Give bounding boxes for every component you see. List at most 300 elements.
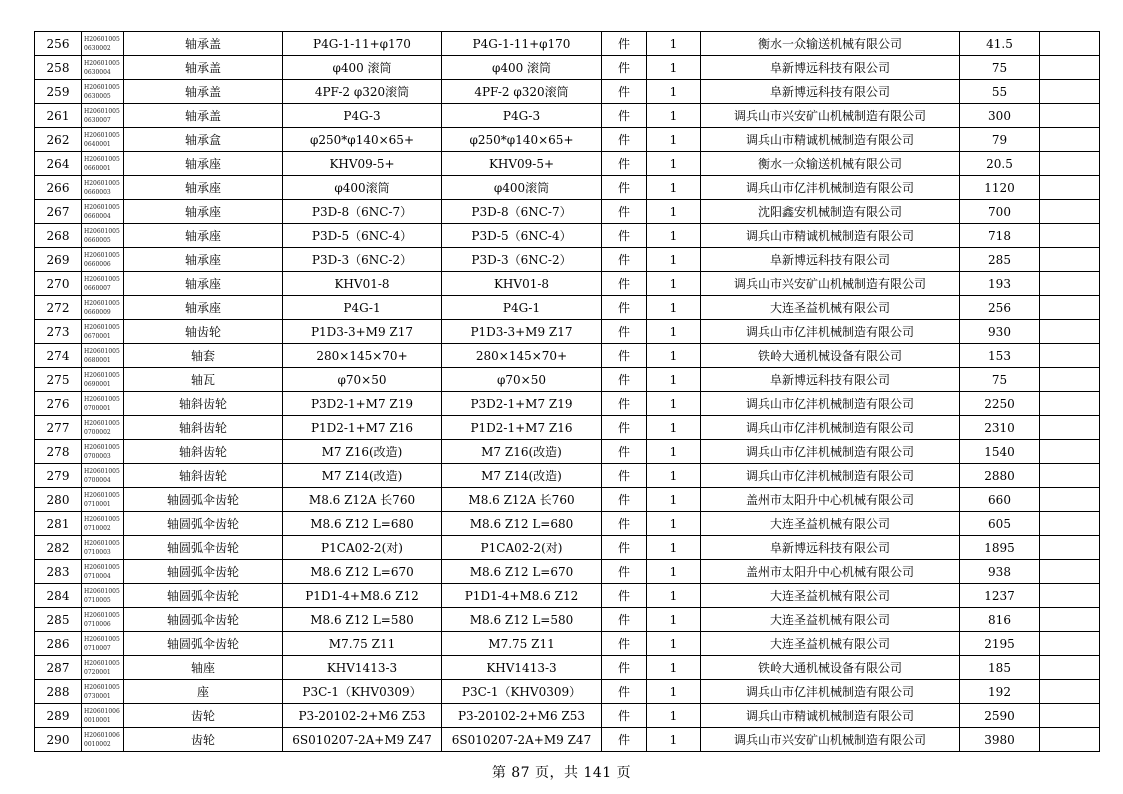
price-cell: 75 bbox=[960, 56, 1040, 80]
spec-cell: KHV01-8 bbox=[283, 272, 442, 296]
item-name-cell: 轴承盖 bbox=[124, 56, 283, 80]
quantity-cell: 1 bbox=[647, 248, 701, 272]
material-code-prefix: H20601005 bbox=[84, 275, 120, 283]
material-code-cell bbox=[82, 512, 124, 536]
row-number-cell: 289 bbox=[35, 704, 82, 728]
note-cell bbox=[1040, 248, 1100, 272]
quantity-cell: 1 bbox=[647, 128, 701, 152]
item-name-cell: 轴齿轮 bbox=[124, 320, 283, 344]
unit-cell: 件 bbox=[602, 560, 647, 584]
spec-cell: M7 Z16(改造) bbox=[283, 440, 442, 464]
supplier-cell: 调兵山市亿沣机械制造有限公司 bbox=[701, 392, 960, 416]
material-code-cell bbox=[82, 104, 124, 128]
material-code-suffix: 0660007 bbox=[84, 284, 111, 292]
supplier-cell: 调兵山市精诚机械制造有限公司 bbox=[701, 704, 960, 728]
table-row bbox=[35, 176, 1100, 200]
price-cell: 256 bbox=[960, 296, 1040, 320]
row-number-cell: 285 bbox=[35, 608, 82, 632]
row-number-cell: 278 bbox=[35, 440, 82, 464]
material-code-prefix: H20601005 bbox=[84, 179, 120, 187]
item-name-cell: 轴承座 bbox=[124, 248, 283, 272]
price-cell: 2590 bbox=[960, 704, 1040, 728]
model-cell: P3C-1（KHV0309） bbox=[442, 680, 602, 704]
unit-cell: 件 bbox=[602, 704, 647, 728]
supplier-cell: 阜新博远科技有限公司 bbox=[701, 536, 960, 560]
supplier-cell: 调兵山市兴安矿山机械制造有限公司 bbox=[701, 104, 960, 128]
item-name-cell: 轴承座 bbox=[124, 296, 283, 320]
table-row bbox=[35, 680, 1100, 704]
row-number-cell: 283 bbox=[35, 560, 82, 584]
material-code-cell bbox=[82, 392, 124, 416]
item-name-cell: 轴圆弧伞齿轮 bbox=[124, 488, 283, 512]
unit-cell: 件 bbox=[602, 608, 647, 632]
material-code-suffix: 0700002 bbox=[84, 428, 111, 436]
quantity-cell: 1 bbox=[647, 560, 701, 584]
item-name-cell: 轴套 bbox=[124, 344, 283, 368]
price-cell: 605 bbox=[960, 512, 1040, 536]
model-cell: P4G-1 bbox=[442, 296, 602, 320]
supplier-cell: 阜新博远科技有限公司 bbox=[701, 368, 960, 392]
row-number-cell: 282 bbox=[35, 536, 82, 560]
supplier-cell: 沈阳鑫安机械制造有限公司 bbox=[701, 200, 960, 224]
quantity-cell: 1 bbox=[647, 440, 701, 464]
item-name-cell: 轴承盖 bbox=[124, 104, 283, 128]
supplier-cell: 大连圣益机械有限公司 bbox=[701, 584, 960, 608]
note-cell bbox=[1040, 368, 1100, 392]
quantity-cell: 1 bbox=[647, 56, 701, 80]
row-number-cell: 266 bbox=[35, 176, 82, 200]
unit-cell: 件 bbox=[602, 128, 647, 152]
model-cell: P4G-3 bbox=[442, 104, 602, 128]
quantity-cell: 1 bbox=[647, 176, 701, 200]
table-row bbox=[35, 392, 1100, 416]
item-name-cell: 轴承座 bbox=[124, 224, 283, 248]
row-number-cell: 259 bbox=[35, 80, 82, 104]
note-cell bbox=[1040, 392, 1100, 416]
unit-cell: 件 bbox=[602, 200, 647, 224]
price-cell: 816 bbox=[960, 608, 1040, 632]
row-number-cell: 273 bbox=[35, 320, 82, 344]
quantity-cell: 1 bbox=[647, 680, 701, 704]
material-code-prefix: H20601005 bbox=[84, 587, 120, 595]
unit-cell: 件 bbox=[602, 488, 647, 512]
model-cell: P3D-3（6NC-2） bbox=[442, 248, 602, 272]
supplier-cell: 盖州市太阳升中心机械有限公司 bbox=[701, 488, 960, 512]
quantity-cell: 1 bbox=[647, 728, 701, 752]
unit-cell: 件 bbox=[602, 416, 647, 440]
material-code-cell bbox=[82, 128, 124, 152]
note-cell bbox=[1040, 176, 1100, 200]
material-code-cell bbox=[82, 200, 124, 224]
unit-cell: 件 bbox=[602, 392, 647, 416]
material-code-prefix: H20601005 bbox=[84, 491, 120, 499]
row-number-cell: 267 bbox=[35, 200, 82, 224]
price-cell: 192 bbox=[960, 680, 1040, 704]
spec-cell: M7.75 Z11 bbox=[283, 632, 442, 656]
material-code-cell bbox=[82, 464, 124, 488]
table-row bbox=[35, 560, 1100, 584]
spec-cell: P3-20102-2+M6 Z53 bbox=[283, 704, 442, 728]
model-cell: φ400 滚筒 bbox=[442, 56, 602, 80]
unit-cell: 件 bbox=[602, 536, 647, 560]
material-code-suffix: 0720001 bbox=[84, 668, 111, 676]
supplier-cell: 衡水一众输送机械有限公司 bbox=[701, 32, 960, 56]
material-code-suffix: 0690001 bbox=[84, 380, 111, 388]
price-cell: 1120 bbox=[960, 176, 1040, 200]
row-number-cell: 264 bbox=[35, 152, 82, 176]
material-code-cell bbox=[82, 560, 124, 584]
quantity-cell: 1 bbox=[647, 344, 701, 368]
note-cell bbox=[1040, 656, 1100, 680]
unit-cell: 件 bbox=[602, 296, 647, 320]
price-cell: 930 bbox=[960, 320, 1040, 344]
model-cell: 6S010207-2A+M9 Z47 bbox=[442, 728, 602, 752]
price-cell: 2195 bbox=[960, 632, 1040, 656]
row-number-cell: 258 bbox=[35, 56, 82, 80]
supplier-cell: 调兵山市亿沣机械制造有限公司 bbox=[701, 464, 960, 488]
row-number-cell: 272 bbox=[35, 296, 82, 320]
row-number-cell: 261 bbox=[35, 104, 82, 128]
spec-cell: P4G-1 bbox=[283, 296, 442, 320]
spec-cell: φ70×50 bbox=[283, 368, 442, 392]
material-code-prefix: H20601005 bbox=[84, 467, 120, 475]
supplier-cell: 铁岭大通机械设备有限公司 bbox=[701, 656, 960, 680]
spec-cell: M8.6 Z12 L=680 bbox=[283, 512, 442, 536]
price-cell: 3980 bbox=[960, 728, 1040, 752]
model-cell: P1D1-4+M8.6 Z12 bbox=[442, 584, 602, 608]
row-number-cell: 274 bbox=[35, 344, 82, 368]
model-cell: P3D-8（6NC-7） bbox=[442, 200, 602, 224]
item-name-cell: 轴座 bbox=[124, 656, 283, 680]
item-name-cell: 轴圆弧伞齿轮 bbox=[124, 632, 283, 656]
unit-cell: 件 bbox=[602, 464, 647, 488]
model-cell: M7.75 Z11 bbox=[442, 632, 602, 656]
item-name-cell: 轴圆弧伞齿轮 bbox=[124, 608, 283, 632]
price-cell: 718 bbox=[960, 224, 1040, 248]
unit-cell: 件 bbox=[602, 152, 647, 176]
note-cell bbox=[1040, 512, 1100, 536]
spec-cell: M7 Z14(改造) bbox=[283, 464, 442, 488]
spec-cell: P3D-3（6NC-2） bbox=[283, 248, 442, 272]
unit-cell: 件 bbox=[602, 56, 647, 80]
item-name-cell: 轴斜齿轮 bbox=[124, 440, 283, 464]
material-code-suffix: 0710004 bbox=[84, 572, 111, 580]
item-name-cell: 齿轮 bbox=[124, 704, 283, 728]
price-cell: 153 bbox=[960, 344, 1040, 368]
material-code-prefix: H20601005 bbox=[84, 659, 120, 667]
price-cell: 193 bbox=[960, 272, 1040, 296]
material-code-suffix: 0660003 bbox=[84, 188, 111, 196]
table-row bbox=[35, 104, 1100, 128]
material-code-prefix: H20601005 bbox=[84, 419, 120, 427]
unit-cell: 件 bbox=[602, 512, 647, 536]
supplier-cell: 调兵山市亿沣机械制造有限公司 bbox=[701, 176, 960, 200]
model-cell: M7 Z16(改造) bbox=[442, 440, 602, 464]
spec-cell: P4G-1-11+φ170 bbox=[283, 32, 442, 56]
row-number-cell: 269 bbox=[35, 248, 82, 272]
material-code-prefix: H20601005 bbox=[84, 371, 120, 379]
item-name-cell: 轴圆弧伞齿轮 bbox=[124, 536, 283, 560]
supplier-cell: 阜新博远科技有限公司 bbox=[701, 248, 960, 272]
item-name-cell: 轴承盒 bbox=[124, 128, 283, 152]
material-code-suffix: 0630004 bbox=[84, 68, 111, 76]
item-name-cell: 轴承盖 bbox=[124, 80, 283, 104]
model-cell: P1D2-1+M7 Z16 bbox=[442, 416, 602, 440]
material-code-cell bbox=[82, 32, 124, 56]
material-code-prefix: H20601005 bbox=[84, 107, 120, 115]
price-cell: 938 bbox=[960, 560, 1040, 584]
material-code-prefix: H20601005 bbox=[84, 299, 120, 307]
quantity-cell: 1 bbox=[647, 104, 701, 128]
material-code-cell bbox=[82, 152, 124, 176]
material-code-suffix: 0660009 bbox=[84, 308, 111, 316]
item-name-cell: 轴瓦 bbox=[124, 368, 283, 392]
item-name-cell: 座 bbox=[124, 680, 283, 704]
quantity-cell: 1 bbox=[647, 320, 701, 344]
material-code-cell bbox=[82, 176, 124, 200]
table-row bbox=[35, 224, 1100, 248]
table-row bbox=[35, 416, 1100, 440]
table-row bbox=[35, 728, 1100, 752]
page-footer: 第 87 页，共 141 页 bbox=[491, 765, 632, 781]
spec-cell: 6S010207-2A+M9 Z47 bbox=[283, 728, 442, 752]
quantity-cell: 1 bbox=[647, 392, 701, 416]
note-cell bbox=[1040, 488, 1100, 512]
unit-cell: 件 bbox=[602, 80, 647, 104]
model-cell: M8.6 Z12 L=670 bbox=[442, 560, 602, 584]
material-code-prefix: H20601006 bbox=[84, 707, 120, 715]
quantity-cell: 1 bbox=[647, 536, 701, 560]
row-number-cell: 281 bbox=[35, 512, 82, 536]
model-cell: KHV09-5+ bbox=[442, 152, 602, 176]
table-row bbox=[35, 512, 1100, 536]
table-row bbox=[35, 344, 1100, 368]
spec-cell: P3C-1（KHV0309） bbox=[283, 680, 442, 704]
material-code-cell bbox=[82, 80, 124, 104]
material-code-suffix: 0660005 bbox=[84, 236, 111, 244]
price-cell: 285 bbox=[960, 248, 1040, 272]
material-code-cell bbox=[82, 680, 124, 704]
unit-cell: 件 bbox=[602, 224, 647, 248]
spec-cell: P4G-3 bbox=[283, 104, 442, 128]
material-code-cell bbox=[82, 224, 124, 248]
spec-cell: M8.6 Z12A 长760 bbox=[283, 488, 442, 512]
material-code-cell bbox=[82, 536, 124, 560]
row-number-cell: 287 bbox=[35, 656, 82, 680]
item-name-cell: 齿轮 bbox=[124, 728, 283, 752]
model-cell: P3D2-1+M7 Z19 bbox=[442, 392, 602, 416]
note-cell bbox=[1040, 32, 1100, 56]
material-code-suffix: 0640001 bbox=[84, 140, 111, 148]
price-cell: 185 bbox=[960, 656, 1040, 680]
material-code-cell bbox=[82, 656, 124, 680]
material-code-suffix: 0700004 bbox=[84, 476, 111, 484]
quantity-cell: 1 bbox=[647, 608, 701, 632]
unit-cell: 件 bbox=[602, 440, 647, 464]
model-cell: 4PF-2 φ320滚筒 bbox=[442, 80, 602, 104]
unit-cell: 件 bbox=[602, 32, 647, 56]
material-code-suffix: 0710002 bbox=[84, 524, 111, 532]
note-cell bbox=[1040, 128, 1100, 152]
supplier-cell: 调兵山市亿沣机械制造有限公司 bbox=[701, 440, 960, 464]
material-code-cell bbox=[82, 56, 124, 80]
quantity-cell: 1 bbox=[647, 32, 701, 56]
quantity-cell: 1 bbox=[647, 488, 701, 512]
material-code-prefix: H20601005 bbox=[84, 83, 120, 91]
parts-table bbox=[34, 31, 1100, 752]
material-code-cell bbox=[82, 296, 124, 320]
material-code-cell bbox=[82, 632, 124, 656]
row-number-cell: 290 bbox=[35, 728, 82, 752]
unit-cell: 件 bbox=[602, 680, 647, 704]
table-row bbox=[35, 632, 1100, 656]
item-name-cell: 轴承盖 bbox=[124, 32, 283, 56]
item-name-cell: 轴承座 bbox=[124, 272, 283, 296]
note-cell bbox=[1040, 632, 1100, 656]
table-row bbox=[35, 440, 1100, 464]
unit-cell: 件 bbox=[602, 656, 647, 680]
material-code-suffix: 0630007 bbox=[84, 116, 111, 124]
material-code-prefix: H20601005 bbox=[84, 203, 120, 211]
table-row bbox=[35, 536, 1100, 560]
material-code-suffix: 0660004 bbox=[84, 212, 111, 220]
note-cell bbox=[1040, 296, 1100, 320]
quantity-cell: 1 bbox=[647, 464, 701, 488]
material-code-suffix: 0700003 bbox=[84, 452, 111, 460]
item-name-cell: 轴斜齿轮 bbox=[124, 416, 283, 440]
note-cell bbox=[1040, 560, 1100, 584]
row-number-cell: 276 bbox=[35, 392, 82, 416]
spec-cell: P1D3-3+M9 Z17 bbox=[283, 320, 442, 344]
table-row bbox=[35, 152, 1100, 176]
row-number-cell: 284 bbox=[35, 584, 82, 608]
item-name-cell: 轴承座 bbox=[124, 152, 283, 176]
quantity-cell: 1 bbox=[647, 704, 701, 728]
material-code-prefix: H20601005 bbox=[84, 35, 120, 43]
note-cell bbox=[1040, 584, 1100, 608]
material-code-prefix: H20601005 bbox=[84, 131, 120, 139]
row-number-cell: 277 bbox=[35, 416, 82, 440]
material-code-cell bbox=[82, 584, 124, 608]
row-number-cell: 279 bbox=[35, 464, 82, 488]
material-code-suffix: 0660006 bbox=[84, 260, 111, 268]
material-code-prefix: H20601005 bbox=[84, 563, 120, 571]
note-cell bbox=[1040, 152, 1100, 176]
unit-cell: 件 bbox=[602, 632, 647, 656]
item-name-cell: 轴圆弧伞齿轮 bbox=[124, 560, 283, 584]
material-code-prefix: H20601005 bbox=[84, 395, 120, 403]
spec-cell: P1CA02-2(对) bbox=[283, 536, 442, 560]
model-cell: KHV1413-3 bbox=[442, 656, 602, 680]
material-code-suffix: 0710005 bbox=[84, 596, 111, 604]
note-cell bbox=[1040, 272, 1100, 296]
material-code-prefix: H20601005 bbox=[84, 59, 120, 67]
model-cell: P3D-5（6NC-4） bbox=[442, 224, 602, 248]
table-row bbox=[35, 320, 1100, 344]
item-name-cell: 轴圆弧伞齿轮 bbox=[124, 512, 283, 536]
row-number-cell: 280 bbox=[35, 488, 82, 512]
material-code-prefix: H20601005 bbox=[84, 683, 120, 691]
material-code-suffix: 0630002 bbox=[84, 44, 111, 52]
material-code-prefix: H20601006 bbox=[84, 731, 120, 739]
supplier-cell: 阜新博远科技有限公司 bbox=[701, 80, 960, 104]
material-code-prefix: H20601005 bbox=[84, 539, 120, 547]
material-code-cell bbox=[82, 608, 124, 632]
material-code-cell bbox=[82, 272, 124, 296]
note-cell bbox=[1040, 440, 1100, 464]
spec-cell: KHV1413-3 bbox=[283, 656, 442, 680]
item-name-cell: 轴斜齿轮 bbox=[124, 392, 283, 416]
material-code-suffix: 0710007 bbox=[84, 644, 111, 652]
model-cell: KHV01-8 bbox=[442, 272, 602, 296]
price-cell: 660 bbox=[960, 488, 1040, 512]
row-number-cell: 288 bbox=[35, 680, 82, 704]
spec-cell: P1D1-4+M8.6 Z12 bbox=[283, 584, 442, 608]
note-cell bbox=[1040, 704, 1100, 728]
row-number-cell: 256 bbox=[35, 32, 82, 56]
unit-cell: 件 bbox=[602, 176, 647, 200]
material-code-cell bbox=[82, 440, 124, 464]
material-code-cell bbox=[82, 248, 124, 272]
material-code-cell bbox=[82, 704, 124, 728]
table-row bbox=[35, 200, 1100, 224]
material-code-prefix: H20601005 bbox=[84, 635, 120, 643]
supplier-cell: 调兵山市精诚机械制造有限公司 bbox=[701, 128, 960, 152]
model-cell: M7 Z14(改造) bbox=[442, 464, 602, 488]
spec-cell: 280×145×70+ bbox=[283, 344, 442, 368]
note-cell bbox=[1040, 56, 1100, 80]
supplier-cell: 调兵山市亿沣机械制造有限公司 bbox=[701, 680, 960, 704]
quantity-cell: 1 bbox=[647, 512, 701, 536]
supplier-cell: 调兵山市亿沣机械制造有限公司 bbox=[701, 320, 960, 344]
material-code-prefix: H20601005 bbox=[84, 227, 120, 235]
spec-cell: M8.6 Z12 L=580 bbox=[283, 608, 442, 632]
row-number-cell: 270 bbox=[35, 272, 82, 296]
quantity-cell: 1 bbox=[647, 368, 701, 392]
spec-cell: φ400 滚筒 bbox=[283, 56, 442, 80]
unit-cell: 件 bbox=[602, 728, 647, 752]
unit-cell: 件 bbox=[602, 344, 647, 368]
supplier-cell: 大连圣益机械有限公司 bbox=[701, 608, 960, 632]
supplier-cell: 阜新博远科技有限公司 bbox=[701, 56, 960, 80]
material-code-suffix: 0680001 bbox=[84, 356, 111, 364]
quantity-cell: 1 bbox=[647, 584, 701, 608]
price-cell: 79 bbox=[960, 128, 1040, 152]
supplier-cell: 大连圣益机械有限公司 bbox=[701, 296, 960, 320]
supplier-cell: 盖州市太阳升中心机械有限公司 bbox=[701, 560, 960, 584]
quantity-cell: 1 bbox=[647, 152, 701, 176]
supplier-cell: 调兵山市兴安矿山机械制造有限公司 bbox=[701, 272, 960, 296]
price-cell: 1237 bbox=[960, 584, 1040, 608]
price-cell: 1895 bbox=[960, 536, 1040, 560]
material-code-suffix: 0730001 bbox=[84, 692, 111, 700]
model-cell: M8.6 Z12 L=680 bbox=[442, 512, 602, 536]
table-row bbox=[35, 56, 1100, 80]
supplier-cell: 大连圣益机械有限公司 bbox=[701, 512, 960, 536]
material-code-cell bbox=[82, 344, 124, 368]
note-cell bbox=[1040, 728, 1100, 752]
note-cell bbox=[1040, 200, 1100, 224]
quantity-cell: 1 bbox=[647, 416, 701, 440]
material-code-prefix: H20601005 bbox=[84, 347, 120, 355]
supplier-cell: 调兵山市精诚机械制造有限公司 bbox=[701, 224, 960, 248]
material-code-cell bbox=[82, 416, 124, 440]
note-cell bbox=[1040, 536, 1100, 560]
material-code-suffix: 0670001 bbox=[84, 332, 111, 340]
row-number-cell: 286 bbox=[35, 632, 82, 656]
spec-cell: KHV09-5+ bbox=[283, 152, 442, 176]
supplier-cell: 调兵山市亿沣机械制造有限公司 bbox=[701, 416, 960, 440]
